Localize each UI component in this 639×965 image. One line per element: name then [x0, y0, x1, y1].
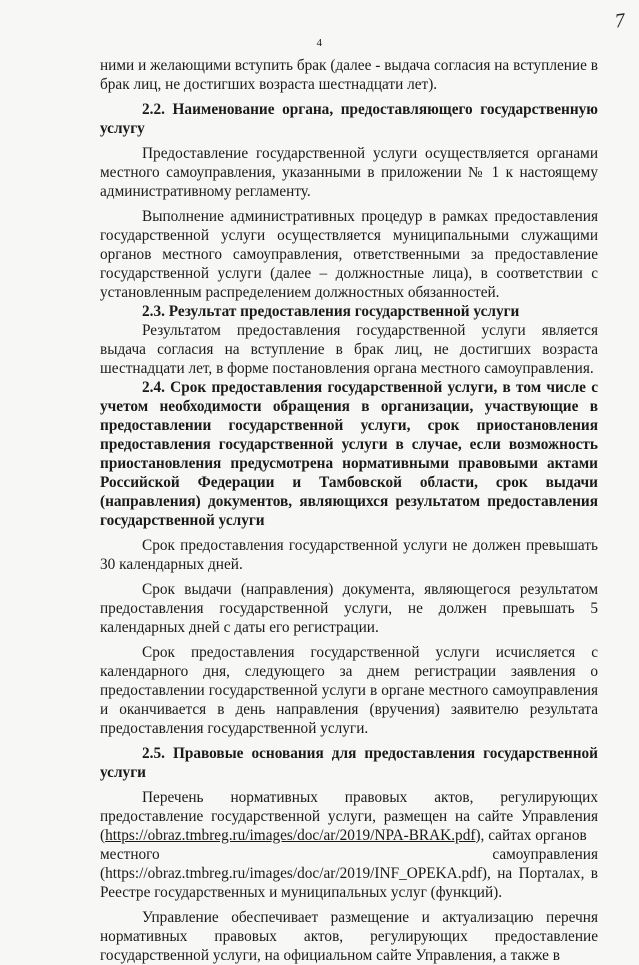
paragraph-legal-basis: [100, 788, 598, 845]
paragraph-continuation: ними и желающими вступить брак (далее - выдача согласия на вступление в брак лиц, не достигших возраста шестнадцати лет).: [100, 57, 598, 93]
paragraph: Предоставление государственной услуги осуществляется органами местного самоуправления, указанными в приложении № 1 к настоящему административному регламенту.: [100, 145, 598, 200]
paragraph: Срок выдачи (направления) документа, являющегося результатом предоставления государственной услуги, не должен превышать 5 календарных дней с даты его регистрации.: [100, 581, 598, 636]
section-heading-2-2: 2.2. Наименование органа, предоставляющего государственную услугу: [100, 101, 598, 137]
paragraph-continuation: (https://obraz.tmbreg.ru/images/doc/ar/2019/INF_OPEKA.pdf), на Порталах, в Реестре государственных и муниципальных услуг (функций).: [100, 865, 598, 901]
section-heading-2-3: 2.3. Результат предоставления государственной услуги: [142, 303, 520, 320]
paragraph-line: [100, 845, 598, 864]
page-number: 4: [316, 37, 323, 49]
text-span: местного: [100, 846, 160, 863]
text-span: ), сайтах органов: [475, 827, 587, 844]
npa-brak-link[interactable]: https://obraz.tmbreg.ru/images/doc/ar/2019/NPA-BRAK.pdf: [105, 827, 476, 844]
document-body: [100, 56, 598, 965]
paragraph: Срок предоставления государственной услуги исчисляется с календарного дня, следующего за днем регистрации заявления о предоставлении государственной услуги в органе местного самоуправления и оканчивается в день направления (вручения) заявителю результата предоставления государственной услуги.: [100, 644, 598, 737]
text-span: самоуправления: [492, 846, 598, 863]
section-heading-2-5: 2.5. Правовые основания для предоставления государственной услуги: [100, 745, 598, 781]
section-heading-2-4: 2.4. Срок предоставления государственной услуги, в том числе с учетом необходимости обращения в организации, участвующие в предоставлении государственной услуги, срок приостановления предоставления государственной услуги в случае, если возможность приостановления предусмотрена нормативными правовыми актами Российской Федерации и Тамбовской области, срок выдачи (направления) документов, являющихся результатом предоставления государственной услуги: [100, 379, 598, 529]
paragraph: Управление обеспечивает размещение и актуализацию перечня нормативных правовых актов, регулирующих предоставление государственной услуги, на официальном сайте Управления, а также в: [100, 909, 598, 964]
paragraph: Результатом предоставления государственной услуги является выдача согласия на вступление в брак лиц, не достигших возраста шестнадцати лет, в форме постановления органа местного самоуправления.: [100, 322, 598, 377]
text-span: Перечень нормативных правовых актов, регулирующих предоставление государственной услуги, размещен на сайте Управления (: [100, 789, 598, 844]
paragraph: Срок предоставления государственной услуги не должен превышать 30 календарных дней.: [100, 537, 598, 573]
paragraph: Выполнение административных процедур в рамках предоставления государственной услуги осуществляется муниципальными служащими органов местного самоуправления, ответственными за предоставление государственной услуги (далее – должностные лица), в соответствии с установленным распределением должностных обязанностей.: [100, 208, 598, 301]
handwritten-page-mark: 7: [613, 9, 627, 33]
